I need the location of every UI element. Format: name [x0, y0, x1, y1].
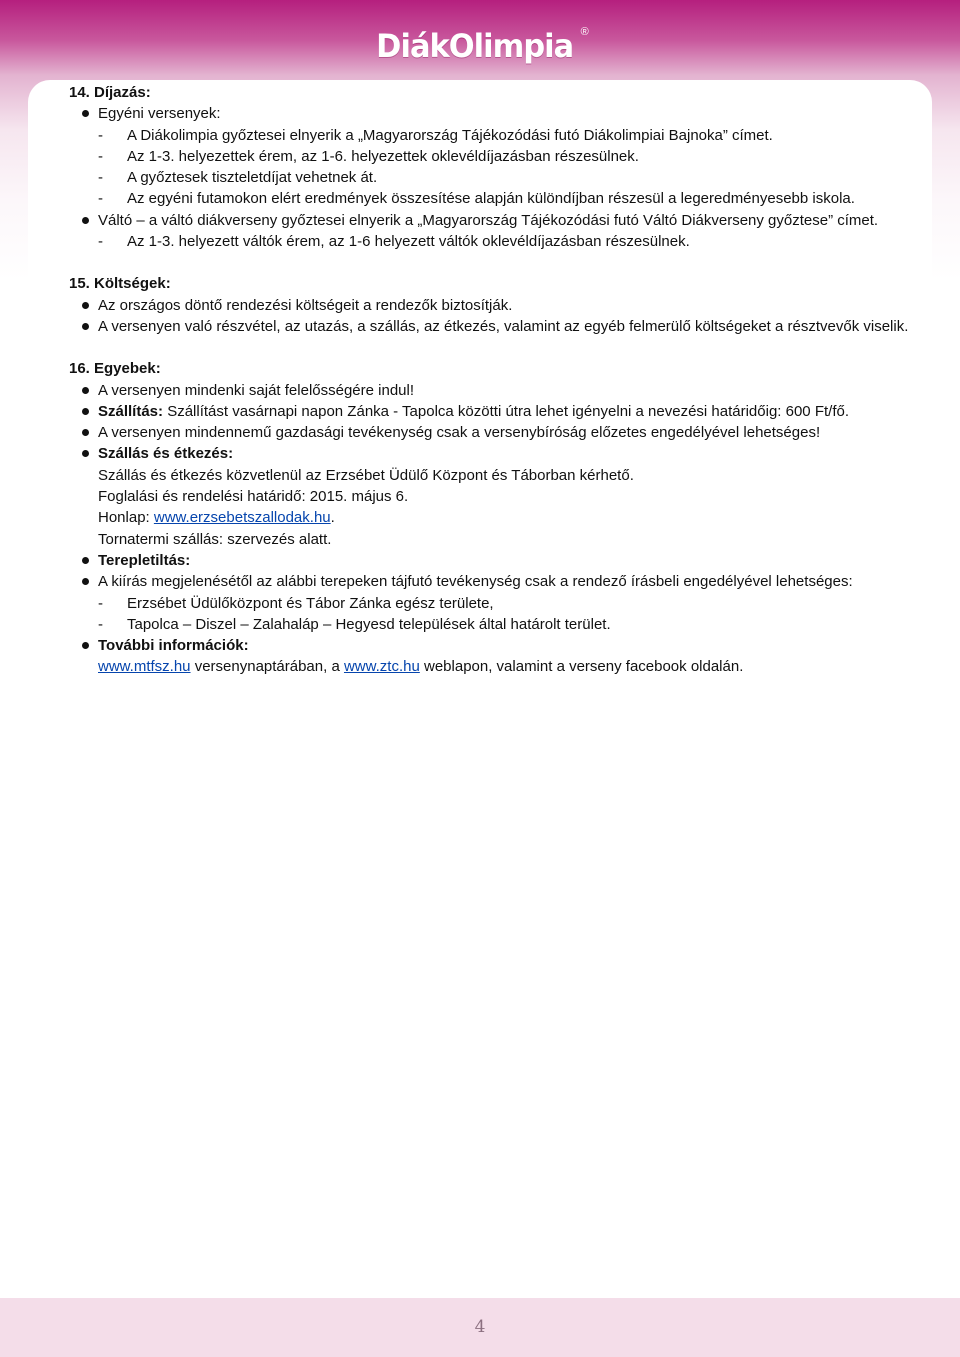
ztc-link[interactable]: www.ztc.hu [343, 658, 420, 676]
transport-text: Szállítást vasárnapi napon Zánka - Tapolca közötti útra lehet igényelni a nevezési határidőig: 600 Ft/fő. [163, 402, 849, 420]
lodging-website: Honlap: www.erzsebetszallodak.hu. [98, 509, 335, 527]
award-item: - A győztesek tiszteletdíjat vehetnek át. [98, 169, 378, 187]
relay-label: Váltó – a váltó diákverseny győztesei elnyerik a „Magyarország Tájékozódási futó Váltó Diákverseny győztese” címet. [69, 210, 909, 231]
more-info-text: www.mtfsz.hu versenynaptárában, a www.ztc.hu weblapon, valamint a verseny facebook oldalán. [98, 658, 744, 676]
more-info-label: További információk: [69, 635, 909, 656]
mtfsz-link[interactable]: www.mtfsz.hu [98, 658, 191, 676]
registered-mark-icon: ® [580, 26, 589, 38]
erzsebetszallodak-link[interactable]: www.erzsebetszallodak.hu [153, 509, 331, 527]
responsibility-item: A versenyen mindenki saját felelősségére indul! [69, 380, 909, 401]
logo-text: DiákOlimpia [376, 27, 574, 65]
section-16-heading: 16. Egyebek: [69, 360, 161, 378]
business-activity-item: A versenyen mindennemű gazdasági tevékenység csak a versenybíróság előzetes engedélyével lehetséges! [69, 422, 909, 443]
lodging-text: Szállás és étkezés közvetlenül az Erzsébet Üdülő Központ és Táborban kérhető. [98, 466, 634, 484]
terrain-item: - Tapolca – Diszel – Zalahaláp – Hegyesd települések által határolt terület. [98, 615, 611, 633]
terrain-ban-label: Terepletiltás: [69, 550, 909, 571]
individual-competitions-label: Egyéni versenyek: [69, 103, 909, 124]
lodging-deadline: Foglalási és rendelési határidő: 2015. május 6. [98, 488, 409, 506]
diakolimpia-logo [360, 22, 600, 70]
terrain-item: - Erzsébet Üdülőközpont és Tábor Zánka egész területe, [98, 594, 494, 612]
cost-item: A versenyen való részvétel, az utazás, a szállás, az étkezés, valamint az egyéb felmerülő költségeket a résztvevők viselik. [69, 316, 909, 337]
award-item: - Az 1-3. helyezettek érem, az 1-6. helyezettek oklevéldíjazásban részesülnek. [98, 147, 639, 165]
section-14-heading: 14. Díjazás: [69, 84, 151, 101]
section-15-heading: 15. Költségek: [69, 275, 171, 293]
page-number: 4 [474, 1317, 486, 1337]
relay-award-item: - Az 1-3. helyezett váltók érem, az 1-6 helyezett váltók oklevéldíjazásban részesülnek. [98, 233, 690, 251]
award-item: - Az egyéni futamokon elért eredmények összesítése alapján különdíjban részesül a legeredményesebb iskola. [98, 190, 855, 208]
gym-lodging-text: Tornatermi szállás: szervezés alatt. [98, 530, 332, 548]
document-body [69, 82, 909, 678]
transport-item [69, 401, 909, 422]
transport-label: Szállítás: [98, 402, 164, 420]
cost-item: Az országos döntő rendezési költségeit a rendezők biztosítják. [69, 295, 909, 316]
terrain-ban-text: A kiírás megjelenésétől az alábbi terepeken tájfutó tevékenység csak a rendező írásbeli engedélyével lehetséges: [69, 571, 909, 592]
award-item: - A Diákolimpia győztesei elnyerik a „Magyarország Tájékozódási futó Diákolimpiai Bajnoka” címet. [98, 126, 773, 144]
lodging-label: Szállás és étkezés: [69, 443, 909, 464]
